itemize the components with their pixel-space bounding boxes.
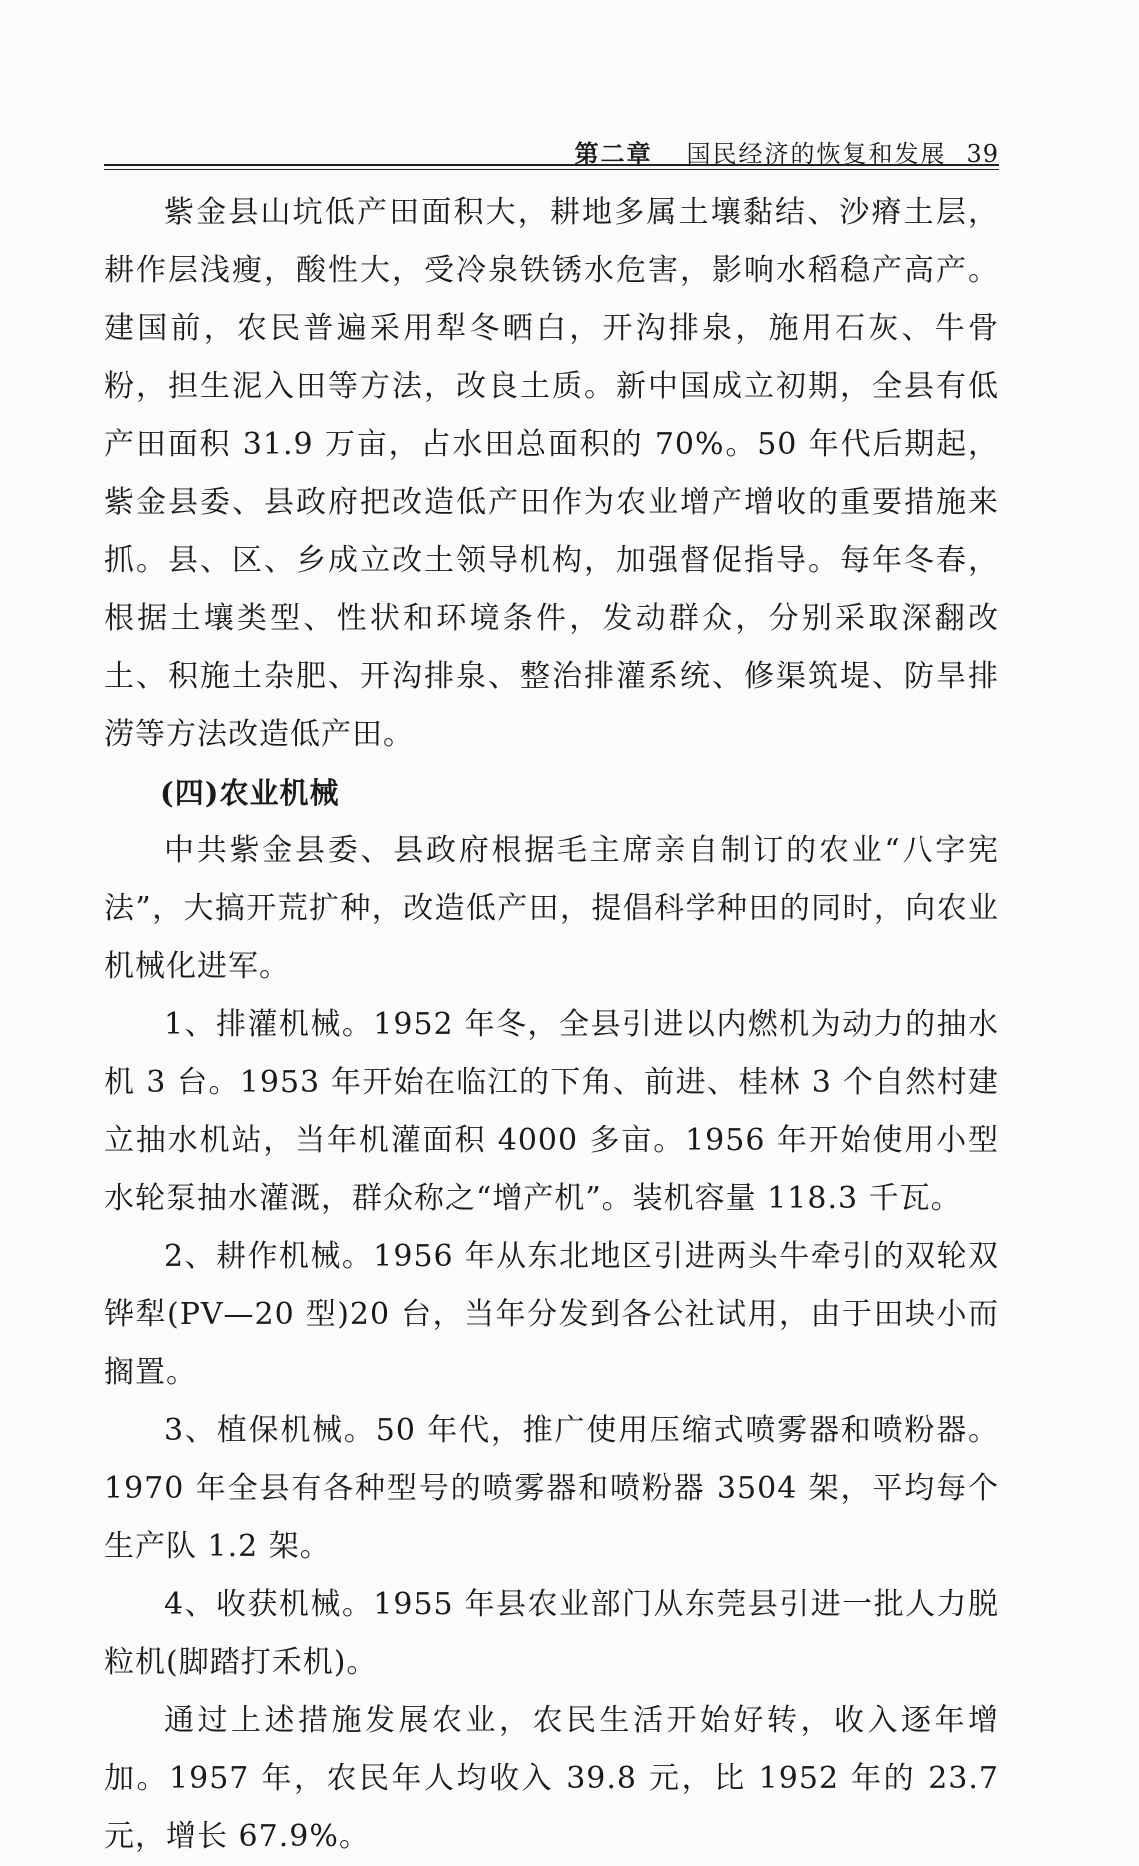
paragraph-income-summary: 通过上述措施发展农业，农民生活开始好转，收入逐年增加。1957 年，农民年人均收入 39.8 元，比 1952 年的 23.7 元，增长 67.9%。 <box>104 1703 999 1854</box>
header-title: 国民经济的恢复和发展 <box>686 140 947 168</box>
page-number: 39 <box>966 140 999 168</box>
paragraph-plant-protection-machinery: 3、植保机械。50 年代，推广使用压缩式喷雾器和喷粉器。1970 年全县有各种型号的喷雾器和喷粉器 3504 架，平均每个生产队 1.2 架。 <box>104 1413 999 1564</box>
paragraph-harvest-machinery: 4、收获机械。1955 年县农业部门从东莞县引进一批人力脱粒机(脚踏打禾机)。 <box>104 1587 999 1680</box>
header-rule-bottom <box>104 169 999 170</box>
paragraph-tillage-machinery: 2、耕作机械。1956 年从东北地区引进两头牛牵引的双轮双铧犁(PV—20 型)20 台，当年分发到各公社试用，由于田块小而搁置。 <box>104 1239 999 1390</box>
header-chapter: 第二章 <box>574 139 653 168</box>
page-body <box>104 184 999 1866</box>
paragraph-irrigation-machinery: 1、排灌机械。1952 年冬，全县引进以内燃机为动力的抽水机 3 台。1953 年开始在临江的下角、前进、桂林 3 个自然村建立抽水机站，当年机灌面积 4000 多亩。1956 年开始使用小型水轮泵抽水灌溉，群众称之“增产机”。装机容量 118.3 千瓦。 <box>104 1007 999 1216</box>
section-heading-agricultural-machinery: (四)农业机械 <box>160 776 340 810</box>
paragraph-low-yield-fields: 紫金县山坑低产田面积大，耕地多属土壤黏结、沙瘠土层，耕作层浅瘦，酸性大，受冷泉铁锈水危害，影响水稻稳产高产。建国前，农民普遍采用犁冬晒白，开沟排泉，施用石灰、牛骨粉，担生泥入田等方法，改良土质。新中国成立初期，全县有低产田面积 31.9 万亩，占水田总面积的 70%。50 年代后期起，紫金县委、县政府把改造低产田作为农业增产增收的重要措施来抓。县、区、乡成立改土领导机构，加强督促指导。每年冬春，根据土壤类型、性状和环境条件，发动群众，分别采取深翻改土、积施土杂肥、开沟排泉、整治排灌系统、修渠筑堤、防旱排涝等方法改造低产田。 <box>104 195 999 752</box>
running-header <box>104 128 999 168</box>
paragraph-mechanization-intro: 中共紫金县委、县政府根据毛主席亲自制订的农业“八字宪法”，大搞开荒扩种，改造低产田，提倡科学种田的同时，向农业机械化进军。 <box>104 833 999 984</box>
header-rule-top <box>104 164 999 166</box>
